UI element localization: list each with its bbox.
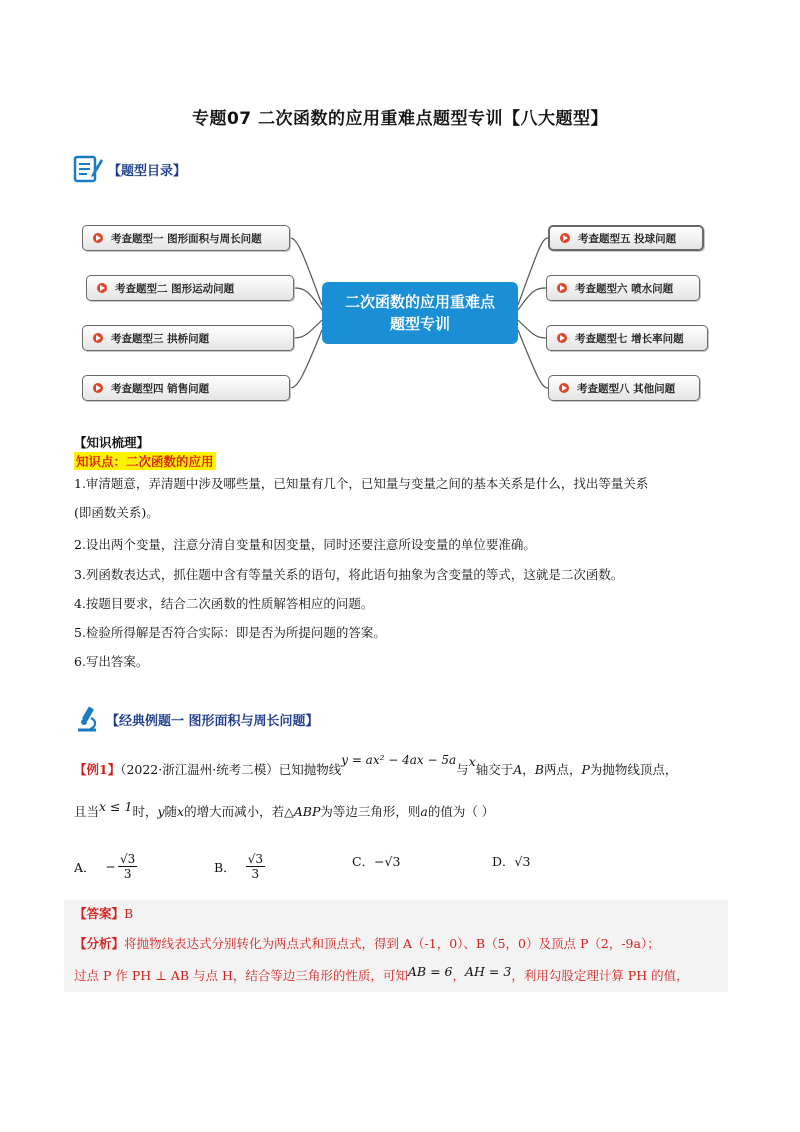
step-2: 2.设出两个变量，注意分清自变量和因变量，同时还要注意所设变量的单位要准确。 <box>74 537 536 552</box>
example-header <box>72 704 319 734</box>
example-label: 【例1】 <box>74 762 121 777</box>
options-row <box>74 838 734 884</box>
step-6: 6.写出答案。 <box>74 654 149 669</box>
step-5: 5.检验所得解是否符合实际：即是否为所提问题的答案。 <box>74 625 386 640</box>
analysis-label: 【分析】 <box>74 936 125 951</box>
answer-value: B <box>124 906 134 921</box>
knowledge-heading: 【知识梳理】 <box>74 435 150 450</box>
mindmap <box>72 210 728 410</box>
step-3: 3.列函数表达式，抓住题中含有等量关系的语句，将此语句抽象为含变量的等式，这就是二次函数。 <box>74 567 624 582</box>
page-title: 专题07 二次函数的应用重难点题型专训【八大题型】 <box>191 109 609 129</box>
option-c[interactable]: C．−√3 <box>352 854 401 869</box>
play-bullet-icon <box>560 233 570 243</box>
knowledge-point: 知识点：二次函数的应用 <box>76 454 214 469</box>
step-1-cont: (即函数关系)。 <box>74 505 159 520</box>
example-line-1: 【例1】（2022·浙江温州·统考二模）已知抛物线y = ax² − 4ax − 5a与x轴交于A，B两点，P为抛物线顶点， <box>74 753 678 777</box>
option-a[interactable]: A． − $\frac{√3}{3}$ <box>74 852 136 881</box>
play-bullet-icon <box>557 333 567 343</box>
topic-node-5[interactable]: 考查题型五 投球问题 <box>548 225 704 251</box>
play-bullet-icon <box>93 333 103 343</box>
topic-node-4[interactable]: 考查题型四 销售问题 <box>82 375 290 401</box>
topic-node-3[interactable]: 考查题型三 拱桥问题 <box>82 325 294 351</box>
topic-node-6[interactable]: 考查题型六 喷水问题 <box>546 275 700 301</box>
analysis-line-1: 【分析】将抛物线表达式分别转化为两点式和顶点式，得到 A（-1，0）、B（5，0）及顶点 P（2，-9a）； <box>74 936 660 951</box>
option-b[interactable]: B． $\frac{√3}{3}$ <box>214 852 263 881</box>
play-bullet-icon <box>557 283 567 293</box>
play-bullet-icon <box>93 233 103 243</box>
mindmap-center: 二次函数的应用重难点 题型专训 <box>322 282 518 344</box>
play-bullet-icon <box>93 383 103 393</box>
notepad-icon <box>72 153 104 185</box>
topic-node-2[interactable]: 考查题型二 图形运动问题 <box>86 275 294 301</box>
formula: y = ax² − 4ax − 5a <box>341 753 457 767</box>
step-4: 4.按题目要求，结合二次函数的性质解答相应的问题。 <box>74 596 374 611</box>
topic-node-7[interactable]: 考查题型七 增长率问题 <box>546 325 708 351</box>
play-bullet-icon <box>559 383 569 393</box>
example-section-heading: 【经典例题一 图形面积与周长问题】 <box>106 713 319 729</box>
analysis-line-2: 过点 P 作 PH ⊥ AB 与点 H，结合等边三角形的性质，可知AB = 6，AH = 3，利用勾股定理计算 PH 的值， <box>74 964 689 983</box>
microscope-icon <box>72 704 102 734</box>
topic-node-1[interactable]: 考查题型一 图形面积与周长问题 <box>82 225 290 251</box>
toc-header <box>72 153 186 185</box>
topic-node-8[interactable]: 考查题型八 其他问题 <box>548 375 700 401</box>
answer-label: 【答案】 <box>74 906 125 921</box>
answer-line <box>74 904 734 924</box>
option-d[interactable]: D．√3 <box>492 854 531 869</box>
toc-heading: 【题型目录】 <box>108 163 187 179</box>
example-line-2: 且当x ≤ 1时，y随x的增大而减小，若△ABP为等边三角形，则a的值为（ ） <box>74 799 495 819</box>
play-bullet-icon <box>97 283 107 293</box>
step-1: 1.审清题意，弄清题中涉及哪些量，已知量有几个，已知量与变量之间的基本关系是什么，找出等量关系 <box>74 476 649 491</box>
